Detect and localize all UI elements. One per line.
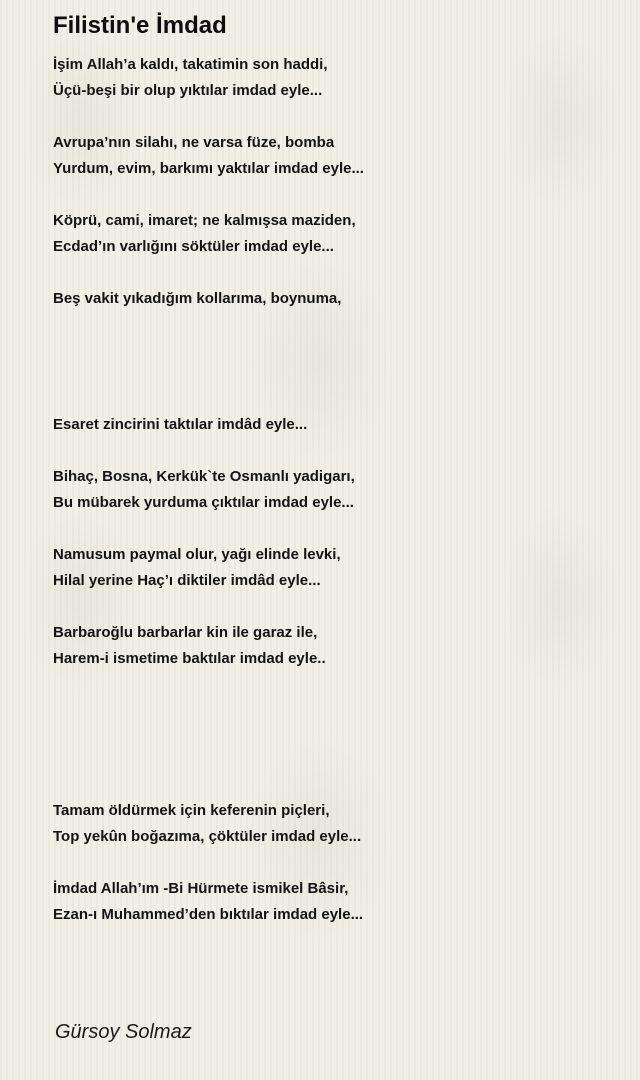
poem-line: İmdad Allah’ım -Bi Hürmete ismikel Bâsir, bbox=[53, 880, 349, 897]
poem-line: Hilal yerine Haç’ı diktiler imdâd eyle... bbox=[53, 572, 321, 589]
poem-line: Namusum paymal olur, yağı elinde levki, bbox=[53, 546, 341, 563]
poem-line: Tamam öldürmek için keferenin piçleri, bbox=[53, 802, 330, 819]
poem-line: Köprü, cami, imaret; ne kalmışsa maziden, bbox=[53, 212, 356, 229]
poem-line: İşim Allah’a kaldı, takatimin son haddi, bbox=[53, 56, 328, 73]
poem-line: Ecdad’ın varlığını söktüler imdad eyle... bbox=[53, 238, 334, 255]
poem-line: Beş vakit yıkadığım kollarıma, boynuma, bbox=[53, 290, 342, 307]
poem-line: Bihaç, Bosna, Kerkük`te Osmanlı yadigarı, bbox=[53, 468, 355, 485]
poem-line: Esaret zincirini taktılar imdâd eyle... bbox=[53, 416, 308, 433]
poem-line: Avrupa’nın silahı, ne varsa füze, bomba bbox=[53, 134, 335, 151]
poem-title: Filistin'e İmdad bbox=[53, 12, 227, 39]
poem-line: Top yekûn boğazıma, çöktüler imdad eyle... bbox=[53, 828, 362, 845]
poem-author: Gürsoy Solmaz bbox=[55, 1021, 192, 1043]
poem-line: Harem-i ismetime baktılar imdad eyle.. bbox=[53, 650, 326, 667]
poem-line: Yurdum, evim, barkımı yaktılar imdad eyle... bbox=[53, 160, 364, 177]
poem-line: Üçü-beşi bir olup yıktılar imdad eyle... bbox=[53, 82, 323, 99]
poem-line: Ezan-ı Muhammed’den bıktılar imdad eyle... bbox=[53, 906, 364, 923]
poem-line: Barbaroğlu barbarlar kin ile garaz ile, bbox=[53, 624, 318, 641]
poem-line: Bu mübarek yurduma çıktılar imdad eyle... bbox=[53, 494, 354, 511]
